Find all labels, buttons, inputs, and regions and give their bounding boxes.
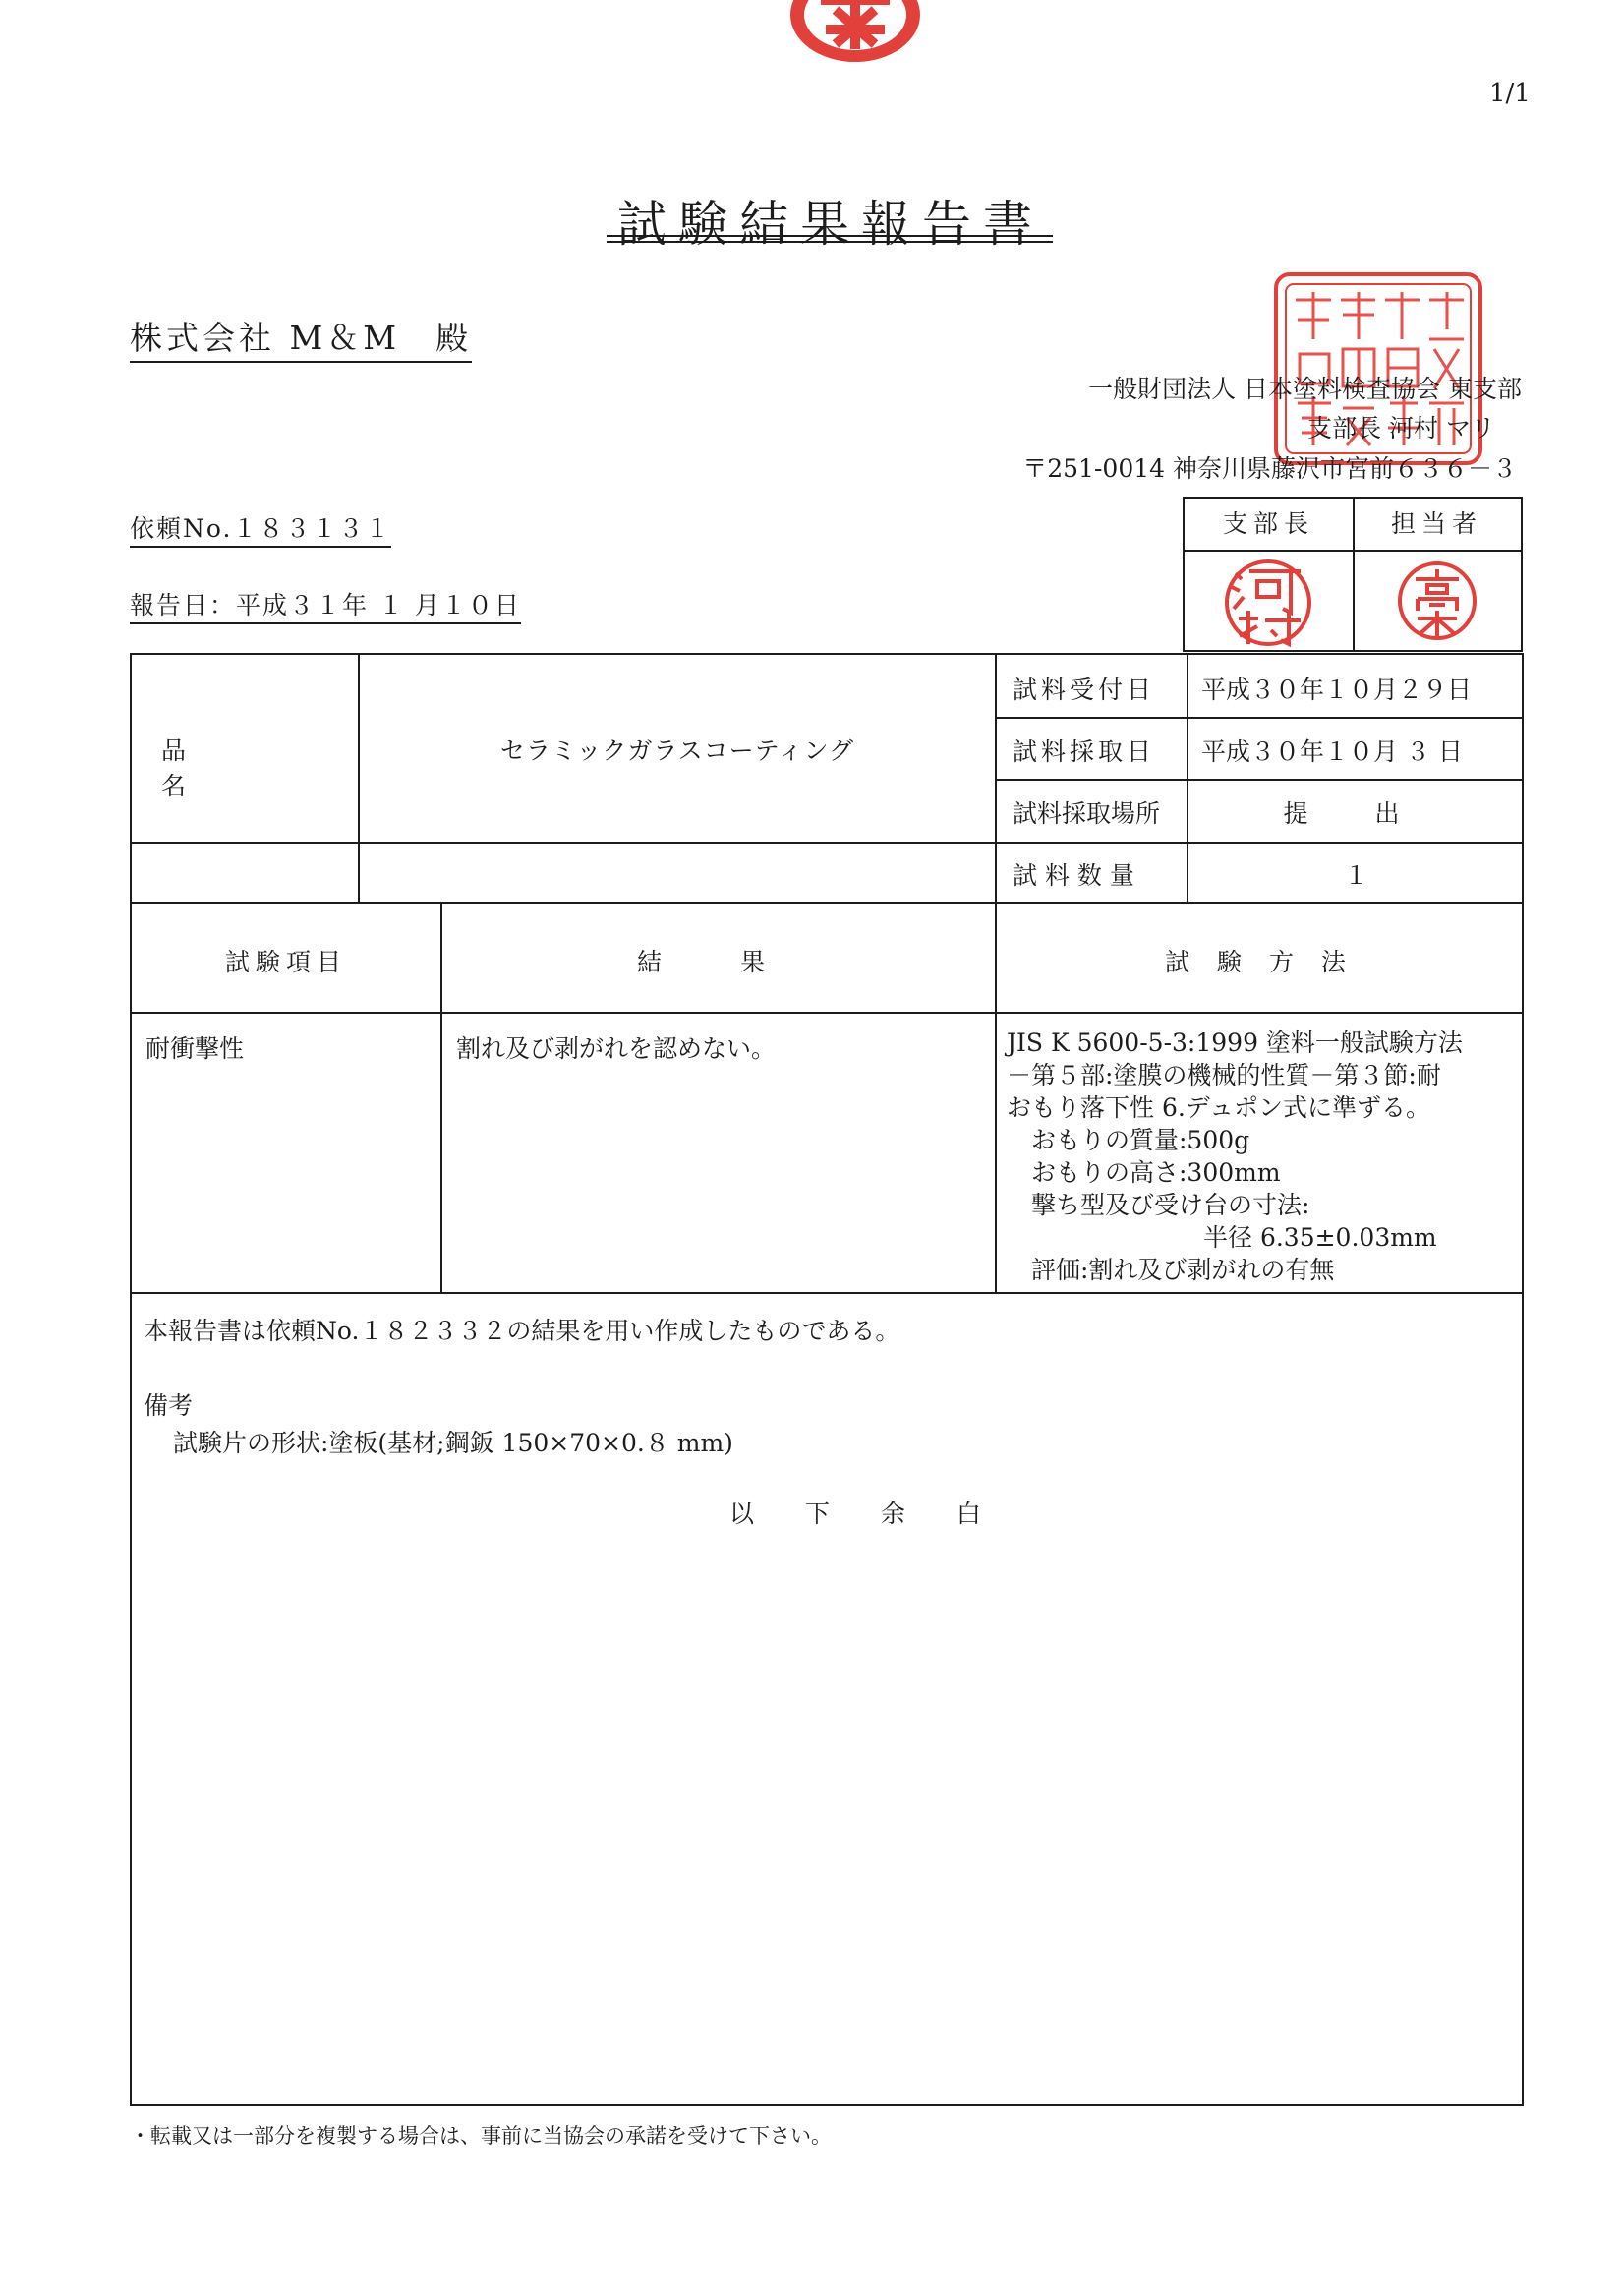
copyright-footnote: ・転載又は一部分を複製する場合は、事前に当協会の承諾を受けて下さい。 (130, 2124, 832, 2148)
method-line: －第５部:塗膜の機械的性質－第３節:耐 (1007, 1061, 1441, 1089)
report-date: 報告日：平成３１年 １ 月１０日 (130, 586, 521, 624)
approval-box (1183, 497, 1523, 652)
method-line: 撃ち型及び受け台の寸法: (1007, 1191, 1310, 1219)
head-approval-seal (1214, 554, 1322, 652)
issuer-organization: 一般財団法人 日本塗料検査協会 東支部 (1088, 375, 1522, 403)
remarks-label: 備考 (144, 1391, 194, 1420)
request-number: 依頼No.１８３１３１ (130, 509, 391, 548)
staff-approval-seal (1388, 556, 1486, 654)
field-value-sampled: 平成３０年１０月 ３ 日 (1201, 737, 1463, 766)
field-value-quantity: １ (1343, 861, 1368, 890)
issuer-address: 〒251-0014 神奈川県藤沢市宮前６３６－３ (1022, 454, 1517, 483)
approval-head-label: 支部長 (1185, 499, 1353, 552)
method-line: JIS K 5600-5-3:1999 塗料一般試験方法 (1007, 1029, 1463, 1057)
approval-staff-column (1353, 499, 1521, 650)
method-line: 評価:割れ及び剥がれの有無 (1007, 1256, 1335, 1284)
header-result: 結 果 (637, 948, 800, 976)
field-label-quantity: 試 料 数 量 (1013, 861, 1134, 890)
field-value-location: 提 出 (1283, 799, 1429, 828)
report-frame (130, 653, 1524, 2106)
remarks-specimen-shape: 試験片の形状:塗板(基材;鋼鈑 150×70×0.８ mm) (173, 1429, 733, 1457)
page-number: 1/1 (1489, 79, 1531, 108)
report-statement: 本報告書は依頼No.１８２３３２の結果を用い作成したものである。 (144, 1317, 900, 1345)
document-title: 試験結果報告書 (617, 196, 1044, 253)
title-underline-double (607, 241, 1053, 243)
end-of-content-mark: 以 下 余 白 (729, 1500, 1003, 1528)
product-label-text: 品 名 (161, 736, 263, 800)
field-value-received: 平成３０年１０月２９日 (1201, 676, 1473, 704)
title-underline (607, 235, 1053, 237)
method-line: 半径 6.35±0.03mm (1007, 1223, 1437, 1252)
field-label-received: 試料受付日 (1013, 676, 1156, 704)
field-label-sampled: 試料採取日 (1013, 737, 1156, 766)
result-row-result: 割れ及び剥がれを認めない。 (456, 1034, 777, 1063)
issuer-head: 支部長 河村 マリ (1307, 414, 1495, 442)
header-test-method: 試 験 方 法 (1165, 948, 1356, 976)
field-label-location: 試料採取場所 (1013, 799, 1161, 828)
method-line: おもり落下性 6.デュポン式に準ずる。 (1007, 1093, 1431, 1122)
product-label (161, 732, 328, 802)
method-line: おもりの質量:500g (1007, 1126, 1250, 1154)
top-seal-stamp (782, 0, 929, 98)
approval-staff-label: 担当者 (1353, 499, 1521, 552)
header-test-item: 試験項目 (224, 948, 347, 976)
method-line: おもりの高さ:300mm (1007, 1158, 1281, 1187)
result-row-item: 耐衝撃性 (145, 1034, 245, 1063)
approval-head-column (1185, 499, 1355, 650)
addressee-honorific: 殿 (435, 319, 473, 357)
addressee-company: 株式会社 M＆M (130, 319, 401, 357)
product-name: セラミックガラスコーティング (499, 736, 855, 765)
addressee (130, 313, 472, 363)
